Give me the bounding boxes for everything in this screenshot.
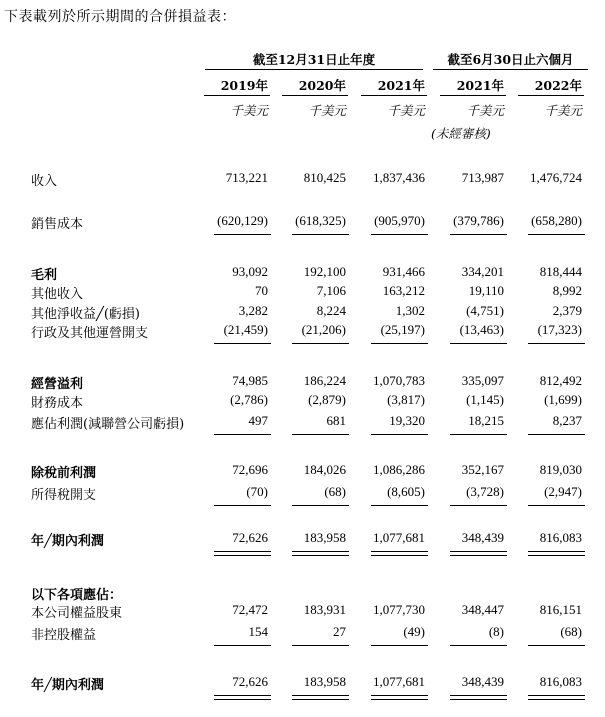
row-double-underline (214, 695, 271, 700)
row-label: 除稅前利潤 (31, 466, 97, 481)
row-value: 72,696 (232, 462, 268, 477)
row-value: (2,786) (230, 392, 268, 407)
row-value: (17,323) (537, 322, 582, 337)
row-underline (292, 505, 349, 506)
header-group-annual-line (205, 69, 423, 70)
header-unit: 千美元 (387, 103, 425, 118)
row-value: 497 (248, 413, 268, 428)
row-underline (371, 343, 428, 344)
row-value: 27 (333, 624, 346, 639)
header-unit: 千美元 (466, 103, 504, 118)
row-value: 681 (326, 413, 346, 428)
header-year: 2022年 (534, 78, 582, 93)
row-value: 1,837,436 (373, 170, 425, 185)
row-value: 818,444 (539, 264, 582, 279)
row-value: (4,751) (466, 303, 504, 318)
header-year: 2019年 (220, 78, 268, 93)
row-label: 財務成本 (31, 396, 84, 411)
row-value: 184,026 (303, 462, 346, 477)
row-value: 183,931 (303, 602, 346, 617)
row-value: (8) (488, 624, 504, 639)
header-year-underline (518, 95, 584, 96)
row-label: 銷售成本 (31, 217, 84, 232)
header-group-annual: 截至12月31日止年度 (252, 52, 376, 67)
row-double-underline (450, 551, 507, 556)
row-value: 352,167 (461, 462, 504, 477)
row-value: (21,459) (223, 322, 268, 337)
row-underline (214, 234, 271, 235)
header-unit: 千美元 (308, 103, 346, 118)
row-value: 1,476,724 (530, 170, 582, 185)
row-value: 72,626 (232, 530, 268, 545)
row-value: (2,947) (544, 484, 582, 499)
row-underline (292, 434, 349, 435)
row-value: (25,197) (380, 322, 425, 337)
row-value: (2,879) (308, 392, 346, 407)
row-value: 812,492 (539, 373, 582, 388)
row-label: 年╱期內利潤 (31, 678, 104, 693)
row-value: 335,097 (461, 373, 504, 388)
row-value: 72,472 (232, 602, 268, 617)
row-double-underline (292, 551, 349, 556)
row-value: 8,237 (552, 413, 582, 428)
header-unit: 千美元 (544, 103, 582, 118)
row-label: 收入 (31, 174, 58, 189)
row-value: 1,086,286 (373, 462, 425, 477)
row-underline (450, 505, 507, 506)
row-label: 毛利 (31, 268, 58, 283)
header-year: 2020年 (298, 78, 346, 93)
header-unit: 千美元 (230, 103, 268, 118)
row-underline (214, 505, 271, 506)
row-value: 348,439 (461, 674, 504, 689)
row-value: (658,280) (531, 213, 582, 228)
row-value: 816,083 (539, 530, 582, 545)
row-double-underline (371, 695, 428, 700)
header-year-underline (440, 95, 506, 96)
row-underline (371, 505, 428, 506)
row-underline (371, 234, 428, 235)
row-double-underline (528, 695, 585, 700)
row-value: 70 (255, 283, 268, 298)
intro-text: 下表載列於所示期間的合併損益表： (4, 9, 236, 25)
row-value: 19,110 (468, 283, 504, 298)
row-value: 154 (248, 624, 268, 639)
row-value: 348,439 (461, 530, 504, 545)
row-value: (13,463) (459, 322, 504, 337)
row-label: 本公司權益股東 (31, 606, 123, 621)
header-year: 2021年 (377, 78, 425, 93)
row-underline (528, 343, 585, 344)
row-underline (371, 434, 428, 435)
row-value: 18,215 (468, 413, 504, 428)
row-label: 年╱期內利潤 (31, 534, 104, 549)
row-label: 其他收入 (31, 287, 84, 302)
row-underline (450, 343, 507, 344)
row-value: 19,320 (389, 413, 425, 428)
row-value: (21,206) (301, 322, 346, 337)
row-label: 其他淨收益╱(虧損) (31, 307, 140, 322)
row-double-underline (450, 695, 507, 700)
row-value: (49) (403, 624, 425, 639)
row-value: (3,728) (466, 484, 504, 499)
row-value: 816,151 (539, 602, 582, 617)
row-underline (528, 645, 585, 646)
row-underline (450, 645, 507, 646)
header-group-interim: 截至6月30日止六個月 (447, 52, 574, 67)
row-value: 713,221 (225, 170, 268, 185)
row-value: 3,282 (238, 303, 268, 318)
row-underline (214, 645, 271, 646)
row-value: (8,605) (387, 484, 425, 499)
row-value: (620,129) (217, 213, 268, 228)
row-label: 行政及其他運營開支 (31, 326, 149, 341)
row-value: 186,224 (303, 373, 346, 388)
header-year-underline (282, 95, 348, 96)
row-value: 810,425 (303, 170, 346, 185)
row-value: 192,100 (303, 264, 346, 279)
row-value: 163,212 (382, 283, 425, 298)
row-label: 經營溢利 (31, 377, 84, 392)
row-underline (450, 434, 507, 435)
row-value: (379,786) (453, 213, 504, 228)
row-value: 1,077,730 (373, 602, 425, 617)
row-value: 348,447 (461, 602, 504, 617)
row-value: (68) (560, 624, 582, 639)
row-value: 334,201 (461, 264, 504, 279)
row-value: 74,985 (232, 373, 268, 388)
row-label: 非控股權益 (31, 628, 97, 643)
row-value: 7,106 (316, 283, 346, 298)
row-value: 1,070,783 (373, 373, 425, 388)
row-value: 183,958 (303, 530, 346, 545)
row-value: (1,145) (466, 392, 504, 407)
row-value: 1,077,681 (373, 674, 425, 689)
row-underline (214, 434, 271, 435)
row-double-underline (292, 695, 349, 700)
header-year-underline (361, 95, 427, 96)
row-underline (214, 343, 271, 344)
row-underline (292, 343, 349, 344)
row-value: 816,083 (539, 674, 582, 689)
header-group-interim-line (433, 69, 588, 70)
row-label: 所得稅開支 (31, 488, 97, 503)
row-value: 1,077,681 (373, 530, 425, 545)
row-underline (528, 505, 585, 506)
row-value: 183,958 (303, 674, 346, 689)
row-underline (450, 234, 507, 235)
row-value: (618,325) (295, 213, 346, 228)
row-value: 72,626 (232, 674, 268, 689)
row-value: (1,699) (544, 392, 582, 407)
row-value: 8,224 (316, 303, 346, 318)
row-underline (528, 234, 585, 235)
row-value: 93,092 (232, 264, 268, 279)
row-value: (68) (324, 484, 346, 499)
row-double-underline (371, 551, 428, 556)
row-value: (905,970) (374, 213, 425, 228)
row-value: (3,817) (387, 392, 425, 407)
header-year-underline (204, 95, 270, 96)
header-unaudited: (未經審核) (431, 126, 491, 141)
row-label: 應佔利潤(減聯營公司虧損) (31, 417, 185, 432)
row-value: 2,379 (552, 303, 582, 318)
row-label: 以下各項應佔： (31, 588, 123, 603)
row-value: 8,992 (552, 283, 582, 298)
row-double-underline (214, 551, 271, 556)
row-value: 819,030 (539, 462, 582, 477)
header-year: 2021年 (456, 78, 504, 93)
row-value: 713,987 (461, 170, 504, 185)
row-double-underline (528, 551, 585, 556)
row-underline (292, 234, 349, 235)
row-value: 1,302 (395, 303, 425, 318)
row-underline (292, 645, 349, 646)
row-value: (70) (246, 484, 268, 499)
row-value: 931,466 (382, 264, 425, 279)
row-underline (371, 645, 428, 646)
row-underline (528, 434, 585, 435)
